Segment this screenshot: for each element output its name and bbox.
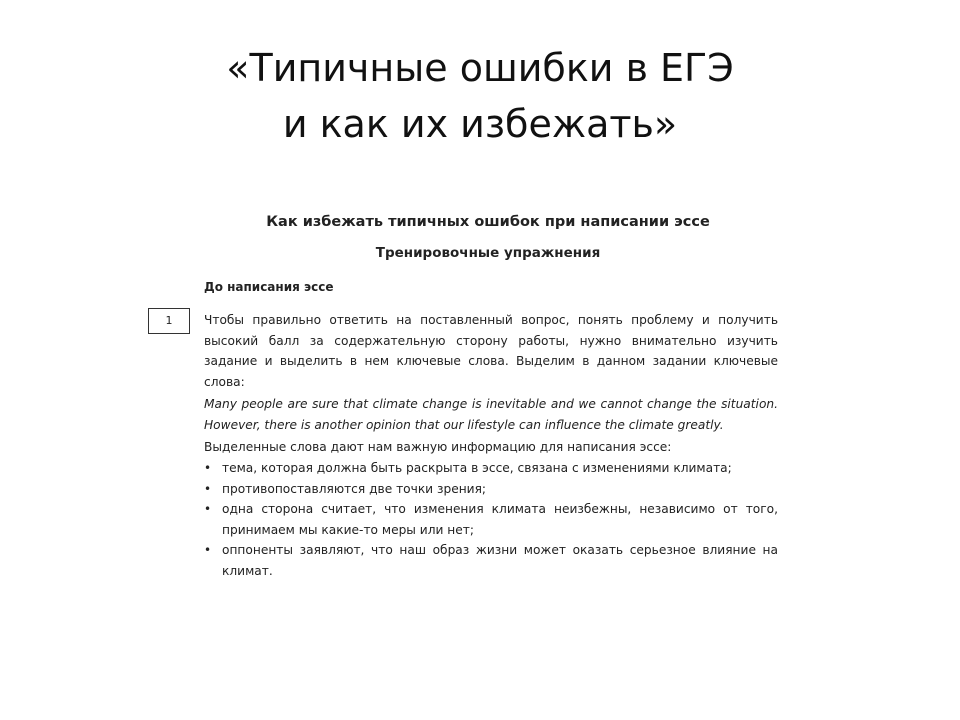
bullet-icon: •	[204, 481, 212, 496]
document-heading: Как избежать типичных ошибок при написании эссе	[266, 214, 710, 230]
slide-title	[0, 40, 960, 152]
list-item	[204, 540, 778, 581]
slide-title-line-1: «Типичные ошибки в ЕГЭ	[226, 46, 734, 90]
list-item-text: противопоставляются две точки зрения;	[222, 481, 487, 496]
list-item	[204, 499, 778, 540]
list-item	[204, 458, 778, 479]
example-task-text: Many people are sure that climate change is inevitable and we cannot change the situation. However, there is another opinion that our lifestyle can influence the climate greatly.	[204, 397, 778, 432]
list-item-text: одна сторона считает, что изменения климата неизбежны, независимо от того, принимаем мы какие-то меры или нет;	[222, 502, 778, 537]
slide-title-line-2: и как их избежать»	[282, 102, 678, 146]
bullet-icon: •	[204, 543, 212, 557]
bullet-icon: •	[204, 502, 212, 516]
list-item-text: тема, которая должна быть раскрыта в эссе, связана с изменениями климата;	[222, 461, 732, 475]
document-subheading: Тренировочные упражнения	[375, 245, 601, 261]
intro-paragraph: Чтобы правильно ответить на поставленный вопрос, понять проблему и получить высокий балл за содержательную сторону работы, нужно внимательно изучить задание и выделить в нем ключевые слова. Выделим в данном задании ключевые слова:	[204, 313, 778, 389]
info-paragraph: Выделенные слова дают нам важную информацию для написания эссе:	[204, 440, 672, 454]
bullet-icon: •	[204, 461, 212, 475]
list-item	[204, 479, 778, 500]
list-item-text: оппоненты заявляют, что наш образ жизни может оказать серьезное влияние на климат.	[222, 543, 778, 578]
section-label: До написания эссе	[204, 280, 334, 294]
document-image	[148, 210, 788, 590]
key-points-list	[204, 458, 778, 581]
exercise-number-box: 1	[148, 308, 190, 334]
